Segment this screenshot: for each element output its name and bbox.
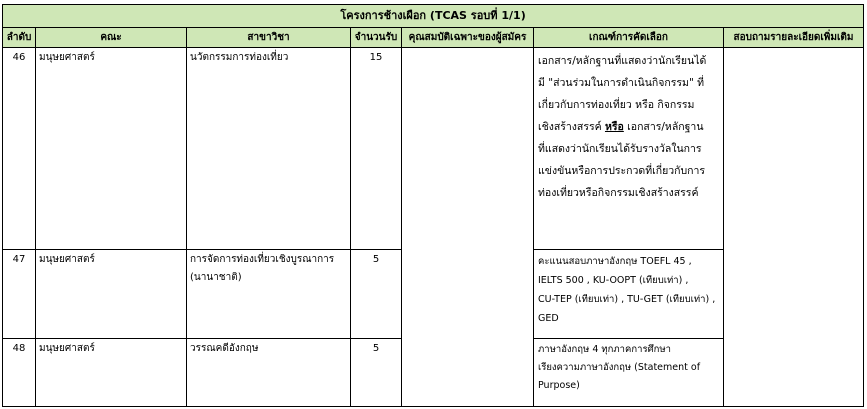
contact-cell [724,48,864,407]
criteria-line: แข่งขันหรือการประกวดที่เกี่ยวกับการ [538,165,706,177]
criteria-text: เอกสาร/หลักฐาน [623,121,704,133]
selection-table [2,4,864,407]
criteria-line: CU-TEP (เทียบเท่า) , TU-GET (เทียบเท่า) , [538,294,716,305]
quota-cell: 5 [351,250,402,339]
row-number: 47 [3,250,36,339]
faculty-cell: มนุษยศาสตร์ [36,339,187,407]
criteria-line: เกี่ยวกับการท่องเที่ยว หรือ กิจกรรม [538,99,695,111]
header-criteria: เกณฑ์การคัดเลือก [534,28,724,48]
criteria-line: เอกสาร/หลักฐานที่แสดงว่านักเรียนได้ [538,55,707,67]
criteria-cell [534,250,724,339]
criteria-line: คะแนนสอบภาษาอังกฤษ TOEFL 45 , [538,256,692,267]
criteria-cell [534,48,724,250]
criteria-line: ท่องเที่ยวหรือกิจกรรมเชิงสร้างสรรค์ [538,187,699,199]
header-no: ลำดับ [3,28,36,48]
criteria-line: GED [538,313,559,324]
faculty-cell: มนุษยศาสตร์ [36,250,187,339]
table-title: โครงการช้างเผือก (TCAS รอบที่ 1/1) [3,5,864,28]
major-cell: นวัตกรรมการท่องเที่ยว [187,48,351,250]
major-cell: วรรณคดีอังกฤษ [187,339,351,407]
criteria-text: เชิงสร้างสรรค์ [538,121,605,133]
or-emphasis: หรือ [604,121,624,133]
row-number: 46 [3,48,36,250]
major-cell [187,250,351,339]
faculty-cell: มนุษยศาสตร์ [36,48,187,250]
quota-cell: 5 [351,339,402,407]
criteria-line-with-or [538,116,720,138]
header-quota: จำนวนรับ [351,28,402,48]
criteria-line: ที่แสดงว่านักเรียนได้รับรางวัลในการ [538,143,702,155]
major-line: การจัดการท่องเที่ยวเชิงบูรณาการ [190,254,335,265]
criteria-line: IELTS 500 , KU-OOPT (เทียบเท่า) , [538,275,689,286]
criteria-line: ภาษาอังกฤษ 4 ทุกภาคการศึกษา [538,344,671,355]
quota-cell: 15 [351,48,402,250]
header-contact: สอบถามรายละเอียดเพิ่มเติม [724,28,864,48]
row-number: 48 [3,339,36,407]
header-major: สาขาวิชา [187,28,351,48]
header-faculty: คณะ [36,28,187,48]
criteria-cell [534,339,724,407]
header-qualification: คุณสมบัติเฉพาะของผู้สมัคร [402,28,534,48]
qualification-cell [402,48,534,407]
selection-table-sheet [2,4,863,406]
criteria-line: มี "ส่วนร่วมในการดำเนินกิจกรรม" ที่ [538,77,705,89]
table-row [3,48,864,250]
criteria-line: เรียงความภาษาอังกฤษ (Statement of [538,362,701,373]
major-line: (นานาชาติ) [190,272,242,283]
criteria-line: Purpose) [538,380,580,391]
